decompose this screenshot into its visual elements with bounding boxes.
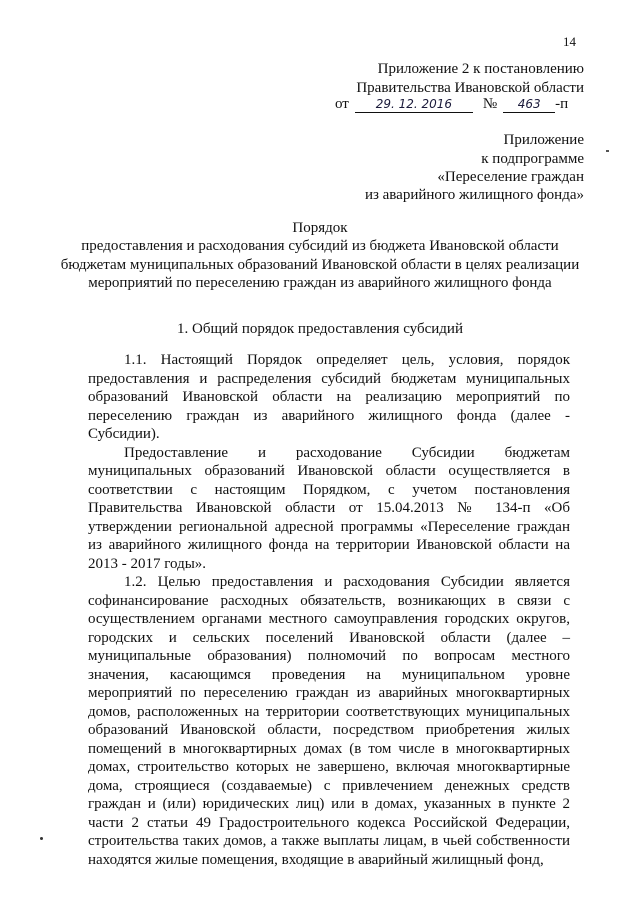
appendix2-line2: Правительства Ивановской области [356, 80, 584, 96]
paragraph: Предоставление и расходование Субсидии бюджетам муниципальных образований Ивановской области осуществляется в соответствии с настоящим Порядком, с учетом постановления Правительства Ивановской области от 15.04.2013 № 134-п «Об утверждении региональной адресной программы «Переселение граждан из аварийного жилищного фонда на территории Ивановской области на 2013 - 2017 годы». [88, 444, 570, 572]
paragraph: 1.1. Настоящий Порядок определяет цель, условия, порядок предоставления и распределения субсидий бюджетам муниципальных образований Ивановской области на реализацию мероприятий по переселению граждан из аварийного жилищного фонда (далее - Субсидии). [88, 352, 570, 442]
page-number: 14 [563, 34, 576, 49]
appendix2-line1: Приложение 2 к постановлению [377, 61, 584, 77]
ot-label: от [335, 96, 349, 112]
scan-speck [40, 837, 43, 840]
scan-speck [606, 150, 609, 152]
body-text [88, 351, 570, 869]
document-subtitle: предоставления и расходования субсидий из бюджета Ивановской области бюджетам муниципальных образований Ивановской области в целях реализации мероприятий по переселению граждан из аварийного жилищного фонда [60, 238, 580, 291]
appendix-sub-line3: «Переселение граждан [437, 169, 584, 185]
handwritten-date: 29. 12. 2016 [355, 97, 473, 113]
document-title: Порядок [292, 220, 348, 236]
number-label: № [482, 96, 498, 112]
decree-date-number-line [335, 95, 568, 114]
appendix-sub-line1: Приложение [503, 132, 584, 148]
number-suffix: -п [555, 96, 569, 112]
paragraph: 1.2. Целью предоставления и расходования Субсидии является софинансирование расходных обязательств, возникающих в связи с осуществлением органами местного самоуправления городских округов, городских и сельских поселений Ивановской области (далее – муниципальные образования) полномочий по вопросам местного значения, касающимся проведения на муниципальном уровне мероприятий по переселению граждан из аварийных многоквартирных домов, расположенных на территории соответствующих муниципальных образований Ивановской области, посредством приобретения жилых помещений в многоквартирных домах (в том числе в многоквартирных домах, строительство которых не завершено, включая многоквартирные дома, строящиеся (создаваемые) с привлечением денежных средств граждан и (или) юридических лиц) или в домах, указанных в пункте 2 части 2 статьи 49 Градостроительного кодекса Российской Федерации, строительства таких домов, а также выплаты лицам, в чьей собственности находятся жилые помещения, входящие в аварийный жилищный фонд, [88, 574, 570, 868]
appendix-sub-line2: к подпрограмме [481, 151, 584, 167]
handwritten-number: 463 [503, 97, 555, 113]
appendix-sub-line4: из аварийного жилищного фонда» [364, 187, 584, 203]
section-heading: 1. Общий порядок предоставления субсидий [177, 321, 463, 337]
